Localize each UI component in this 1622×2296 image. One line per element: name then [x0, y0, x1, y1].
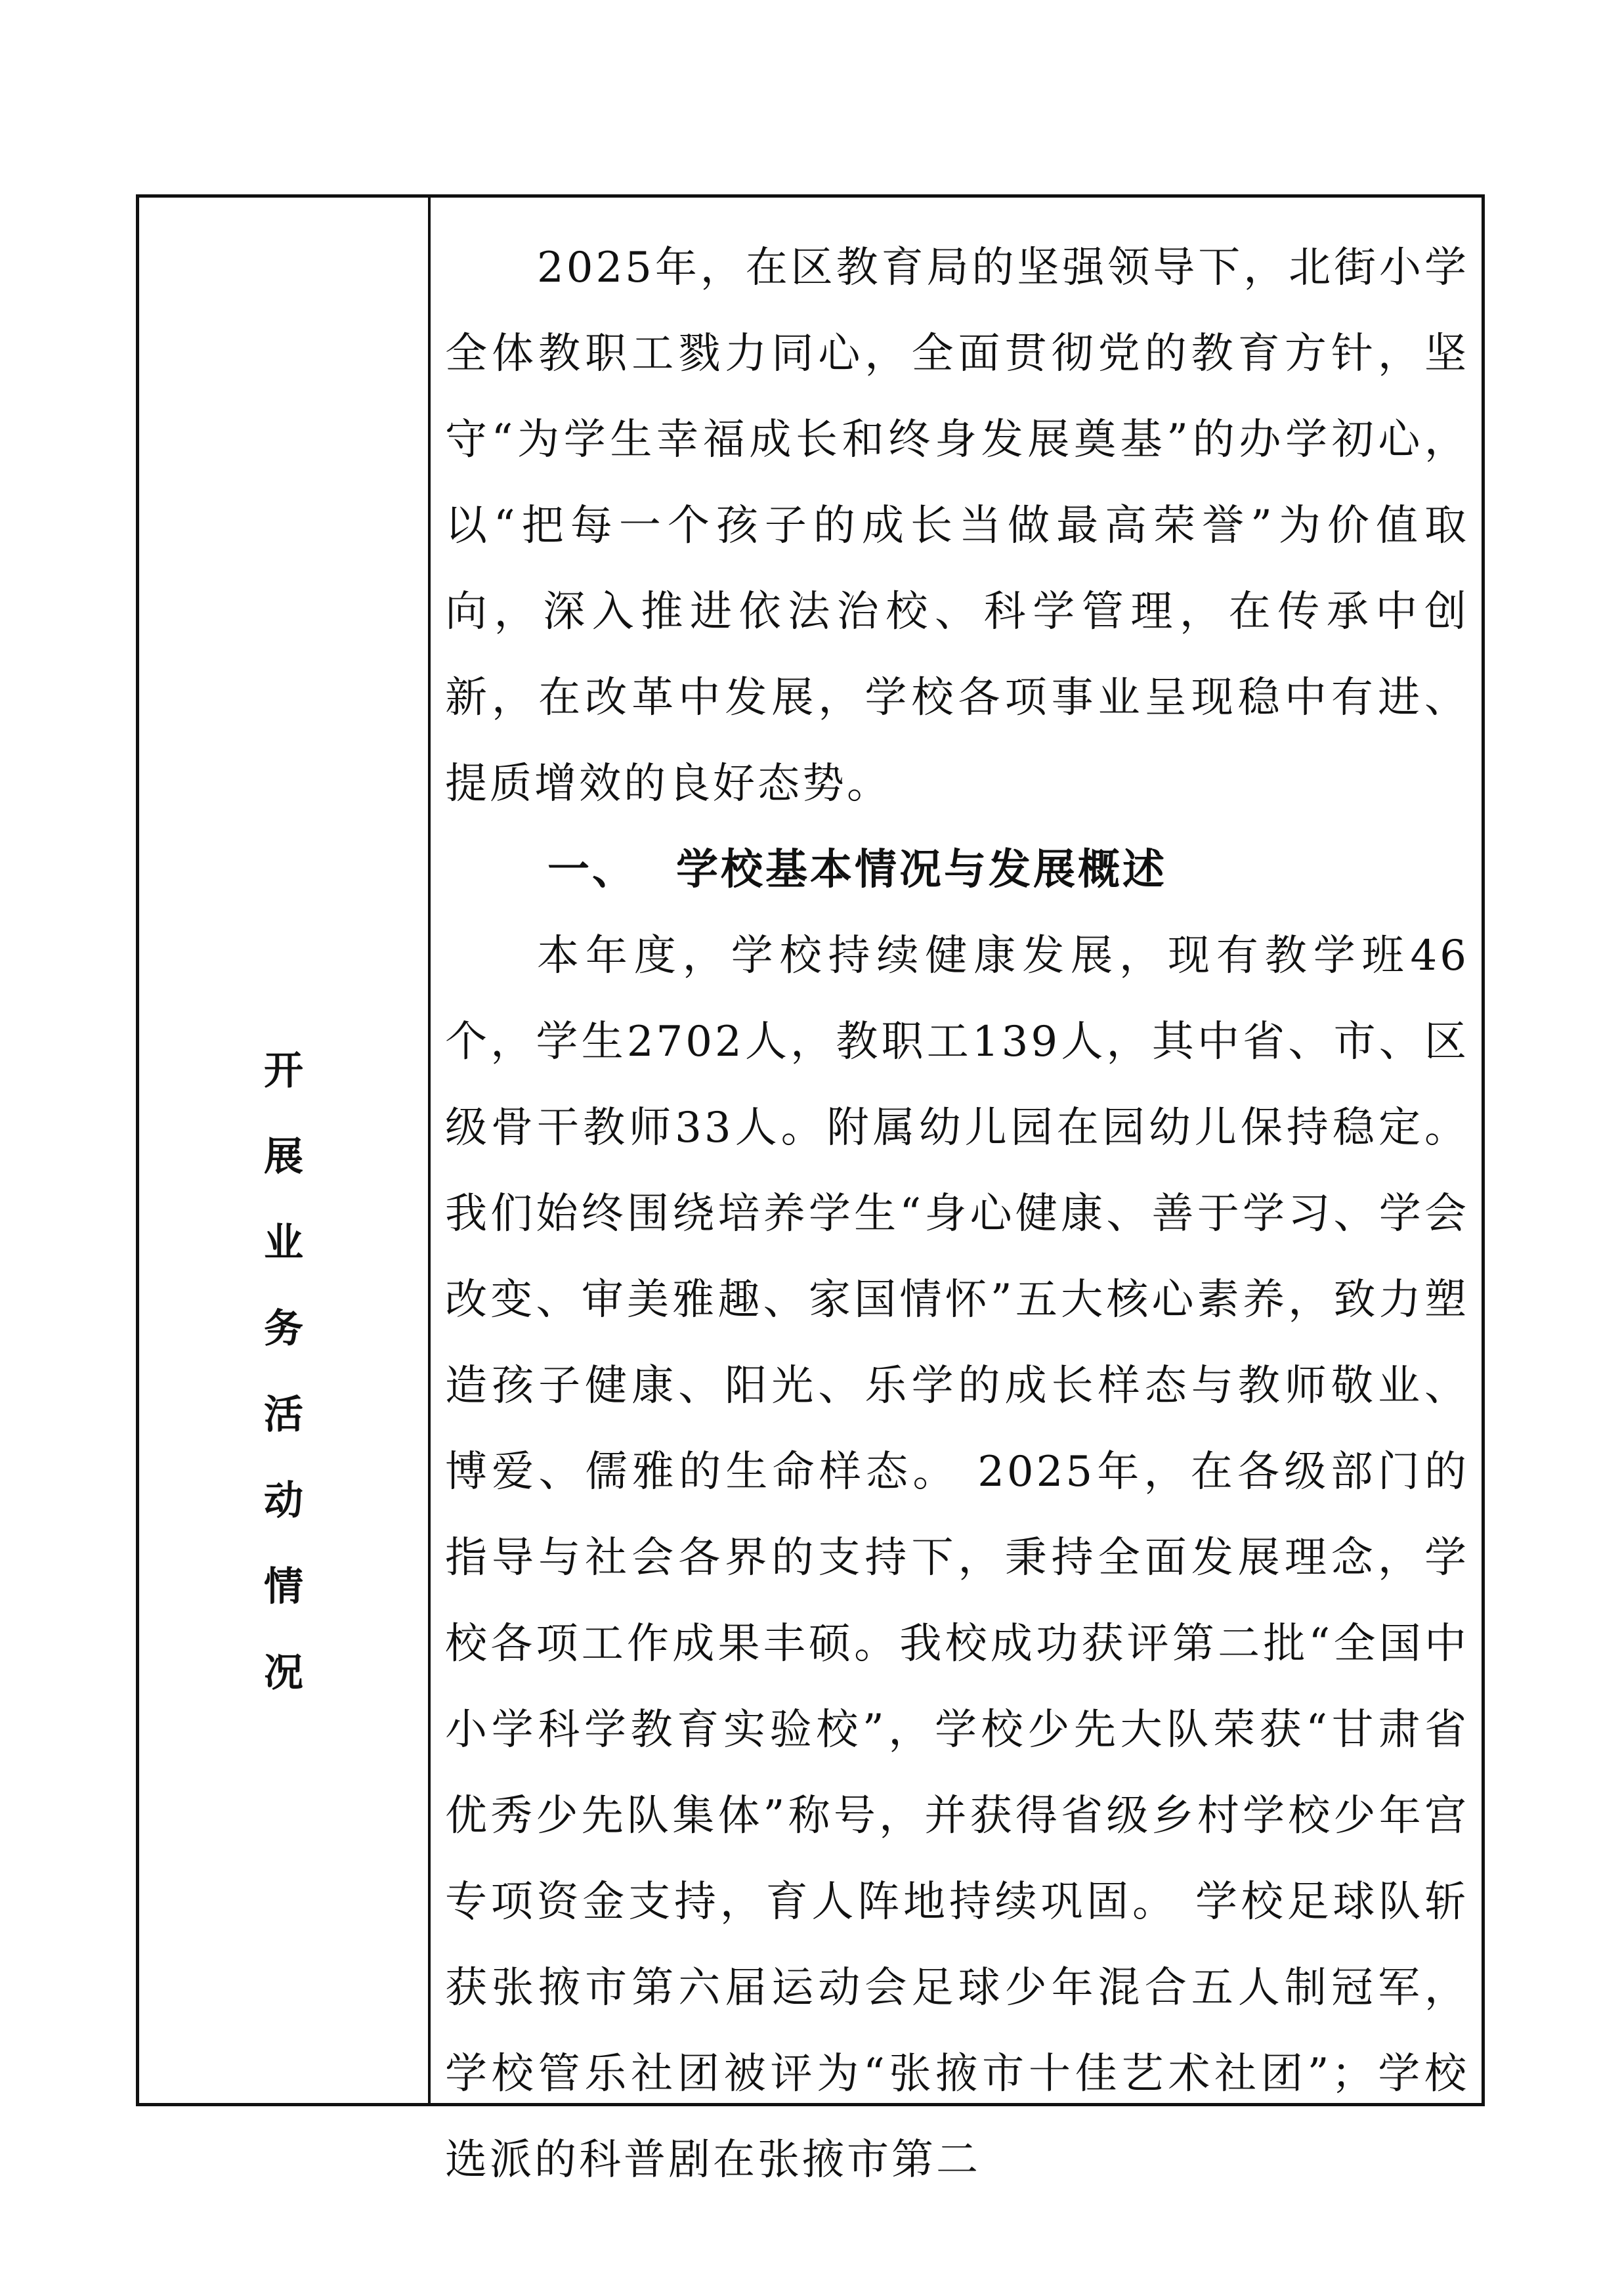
section-heading: [445, 827, 1469, 913]
intro-paragraph: 2025年，在区教育局的坚强领导下，北街小学全体教职工戮力同心，全面贯彻党的教育方针，坚守“为学生幸福成长和终身发展奠基”的办学初心，以“把每一个孩子的成长当做最高荣誉”为价值取向，深入推进依法治校、科学管理，在传承中创新，在改革中发展，学校各项事业呈现稳中有进、提质增效的良好态势。: [445, 244, 1469, 808]
section-number: 一、: [547, 846, 637, 894]
row-header-char: 开: [264, 1048, 303, 1094]
column-divider: [428, 198, 431, 2103]
row-header-char: 动: [264, 1478, 303, 1524]
row-header-char: 情: [264, 1564, 303, 1610]
row-header-char: 业: [264, 1220, 303, 1266]
section-title: 学校基本情况与发展概述: [676, 846, 1167, 894]
activity-table: [136, 194, 1485, 2184]
content-cell: [445, 198, 1469, 2203]
row-header-char: 展: [264, 1134, 303, 1180]
row-header-char: 务: [264, 1306, 303, 1352]
row-header-char: 况: [264, 1650, 303, 1696]
body-paragraph: 本年度，学校持续健康发展，现有教学班46个，学生2702人，教职工139人，其中省、市、区级骨干教师33人。附属幼儿园在园幼儿保持稳定。我们始终围绕培养学生“身心健康、善于学习、学会改变、审美雅趣、家国情怀”五大核心素养，致力塑造孩子健康、阳光、乐学的成长样态与教师敬业、博爱、儒雅的生命样态。 2025年，在各级部门的指导与社会各界的支持下，秉持全面发展理念，学校各项工作成果丰硕。我校成功获评第二批“全国中小学科学教育实验校”，学校少先大队荣获“甘肃省优秀少先队集体”称号，并获得省级乡村学校少年宫专项资金支持，育人阵地持续巩固。 学校足球队斩获张掖市第六届运动会足球少年混合五人制冠军，学校管乐社团被评为“张掖市十佳艺术社团”；学校选派的科普剧在张掖市第二: [445, 932, 1469, 2184]
row-header-char: 活: [264, 1392, 303, 1438]
row-header-activities: [139, 1028, 428, 1716]
